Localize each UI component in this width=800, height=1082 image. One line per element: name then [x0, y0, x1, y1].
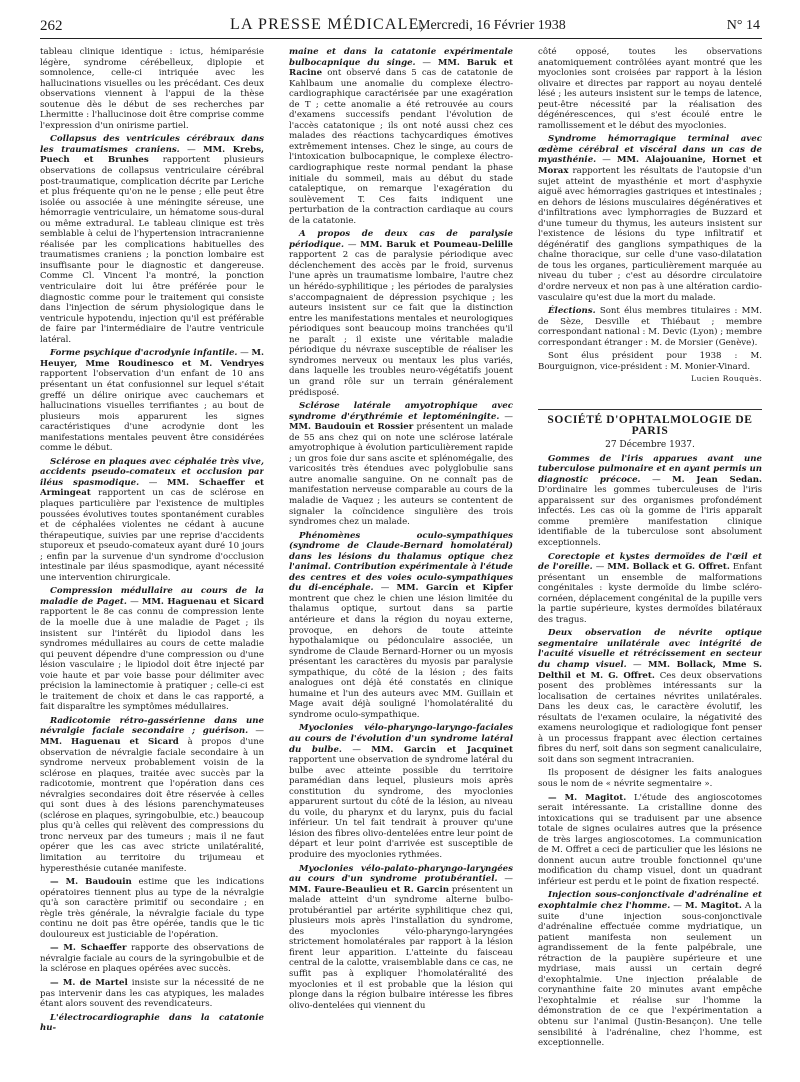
article-text: insiste sur la nécessité de ne pas intervenir dans les cas atypiques, les malades étant alors souvent des revendicateurs. [40, 978, 264, 1010]
article-text: D'ordinaire les gommes tuberculeuses de l'iris apparaissent sur des organismes profondément infectés. Les cas où la gomme de l'iris apparaît comme première manifestation clinique identifiable de la tuberculose sont absolument exceptionnels. [538, 485, 762, 548]
article-title: Gommes de l'iris apparues avant une tuberculose pulmonaire et en ayant permis un diagnostic précoce. [538, 453, 762, 485]
article-paragraph [40, 877, 264, 940]
article-authors: MM. Schaeffer et Armingeat [40, 477, 264, 499]
article-text: présentent un malade atteint d'un syndrome alterne bulbo-protubérantiel par artérite syphilitique chez qui, plusieurs mois après l'installation du syndrome, des myoclonies vélo-pharyngo-laryngées strictement homolatérales par rapport à la lésion firent leur apparition. L'atteinte du faisceau central de la calotte, vraisemblable dans ce cas, ne suffit pas à expliquer l'homolatéralité des myoclonies et il est probable que la lésion qui plonge dans la région bulbaire intéresse les fibres olivo-dentelées qui viennent du [289, 884, 513, 1011]
article-paragraph [538, 306, 762, 348]
article-text: ont observé dans 5 cas de catatonie de Kahlbaum une anomalie du complexe électro-cardiographique caractérisée par une exagération de T ; cette anomalie a été retrouvée au cours d'examens successifs pendant l'évolution de l'accès catatonique ; ils ont noté aussi chez ces malades des réactions tachycardiques émotives extrêmement intenses. Chez le singe, au cours de l'intoxication bulbocapnique, le complexe électro-cardiographique reste normal pendant la phase initiale du sommeil, mais au début du stade cataleptique, on remarque l'exagération du soulèvement T. Ces faits indiquent une perturbation de la contraction cardiaque au cours de la catatonie. [289, 68, 513, 226]
article-title: Sclérose en plaques avec céphalée très vive, accidents pseudo-comateux et occlusion par iléus spasmodique. [40, 456, 264, 488]
article-paragraph: Corectopie et kystes dermoïdes de l'œil et de l'oreille. — MM. Bollack et G. Offret. Enfant présentant un ensemble de malformations congénitales : kyste dermoïde du limbe scléro-cornéen, déplacement congénital de la pupille vers la partie supérieure, kystes dermoïdes bilatéraux des tragus. [538, 551, 762, 625]
article-authors: MM. Krebs, Puech et Brunhes [40, 144, 264, 166]
article-text: L'étude des angioscotomes serait intéressante. La cristalline donne des intoxications qui se traduisent par une absence totale de signes oculaires autres que la présence de très larges angioscotomes. La communication de M. Offret a ceci de particulier que les lésions ne donnent aucun autre trouble fonctionnel qu'une modification du champ visuel, dont un quadrant inférieur est perdu et le point de fixation respecté. [538, 792, 762, 887]
article-text: A la suite d'une injection sous-conjonctivale d'adrénaline effectuée comme mydriatique, un patient manifesta non seulement un agrandissement de la fente palpébrale, une rétraction de la paupière supérieure et une mydriase, mais aussi un certain degré d'exophtalmie. Une injection préalable de corynanthine faite 20 minutes avant empêche l'exophtalmie et réalise sur l'homme la démonstration de ce que l'expérimentation a obtenu sur l'animal (Justin-Besançon). Une telle sensibilité à l'adrénaline, chez l'homme, est exceptionnelle. [538, 901, 762, 1049]
article-authors: MM. Alajouanine, Hornet et Morax [538, 155, 762, 177]
article-title: Corectopie et kystes dermoïdes de l'œil et de l'oreille. [538, 551, 762, 573]
page-header [40, 14, 760, 40]
article-paragraph: Compression médullaire au cours de la maladie de Paget. — MM. Haguenau et Sicard rapportent le 8e cas connu de compression lente de la moelle due à une maladie de Paget ; ils insistent sur l'intérêt du lipiodol dans les syndromes médullaires au cours de cette maladie qui peuvent dépendre d'une compression ou d'une lésion vasculaire ; le lipiodol doit être injecté par voie haute et par voie basse pour délimiter avec précision la laminectomie à pratiquer ; celle-ci est le traitement de choix et dans le cas rapporté, a fait disparaître les symptômes médullaires. [40, 586, 264, 713]
article-paragraph: Syndrome hémorragique terminal avec œdème cérébral et viscéral dans un cas de myasthénie. — MM. Alajouanine, Hornet et Morax rapportent les résultats de l'autopsie d'un sujet atteint de myasthénie et mort d'asphyxie aiguë avec hémorragies gastriques et intestinales ; en dehors de lésions musculaires dégénératives et d'infiltrations avec lymphorragies de Buzzard et d'une tumeur du thymus, les auteurs insistent sur l'existence de lésions du type infiltratif et dégénératif des ganglions sympathiques de la chaîne thoracique, sur celle d'une vaso-dilatation de tous les organes, particulièrement marquée au niveau du tuber ; c'est au désordre circulatoire d'ordre nerveux et non pas à une altération cardio-vasculaire qu'est due la mort du malade. [538, 134, 762, 303]
article-paragraph: Phénomènes oculo-sympathiques (syndrome de Claude-Bernard homolatéral) dans les lésions du thalamus optique chez l'animal. Contribution expérimentale à l'étude des centres et des voies oculo-sympathiques du di-encéphale. — MM. Garcin et Kipfer montrent que chez le chien une lésion limitée du thalamus optique, surtout dans sa partie antérieure et dans la région du noyau externe, provoque, en dehors de toute atteinte hypothalamique ou pédonculaire associée, un syndrome de Claude Bernard-Horner ou un myosis présentant les caractères du myosis par paralysie sympathique, du côté de la lésion ; des faits analogues ont déjà été constatés en clinique humaine et l'un des auteurs avec MM. Guillain et Mage avait déjà souligné l'homolatéralité du syndrome oculo-sympathique. [289, 530, 513, 720]
article-authors: M. Magitot. [684, 901, 742, 912]
article-title: Phénomènes oculo-sympathiques (syndrome de Claude-Bernard homolatéral) dans les lésions du thalamus optique chez l'animal. Contribution expérimentale à l'étude des centres et des voies oculo-sympathiques du di-encéphale. [289, 530, 513, 594]
article-text: Enfant présentant un ensemble de malformations congénitales : kyste dermoïde du limbe scléro-cornéen, déplacement congénital de la pupille vers la partie supérieure, kystes dermoïdes bilatéraux des tragus. [538, 562, 762, 625]
article-text: montrent que chez le chien une lésion limitée du thalamus optique, surtout dans sa partie antérieure et dans la région du noyau externe, provoque, en dehors de toute atteinte hypothalamique ou pédonculaire associée, un syndrome de Claude Bernard-Horner ou un myosis présentant les caractères du myosis par paralysie sympathique, du côté de la lésion ; des faits analogues ont déjà été constatés en clinique humaine et l'un des auteurs avec MM. Guillain et Mage avait déjà souligné l'homolatéralité du syndrome oculo-sympathique. [289, 593, 513, 720]
article-paragraph [538, 768, 762, 789]
article-paragraph [538, 351, 762, 372]
article-paragraph: Radicotomie rétro-gassérienne dans une névralgie faciale secondaire ; guérison. — MM. Haguenau et Sicard à propos d'une observation de névralgie faciale secondaire à un syndrome nerveux probablement voisin de la sclérose en plaques, traitée avec succès par la radicotomie, montrent que l'opération dans ces névralgies secondaires doit être réservée à celles qui sont dues à des lésions parenchymateuses (sclérose en plaques, syringobulbie, etc.) beaucoup plus qu'à celles qui relèvent des compressions du tronc nerveux par des tumeurs ; mais il ne faut opérer que les cas avec stricte unilatéralité, limitation au territoire du trijumeau et hyperesthésie cutanée manifeste. [40, 715, 264, 874]
journal-title: LA PRESSE MÉDICALE, [230, 16, 425, 33]
article-paragraph: Forme psychique d'acrodynie infantile. — M. Heuyer, Mme Roudinesco et M. Vendryes rapportent l'observation d'un enfant de 10 ans présentant un état confusionnel sur lequel s'était greffé un délire onirique avec cauchemars et hallucinations visuelles terrifiantes ; au bout de plusieurs mois apparurent les signes caractéristiques d'une acrodynie dont les manifestations mentales peuvent être considérées comme le début. [40, 348, 264, 454]
society-date: 27 Décembre 1937. [605, 440, 695, 451]
article-authors: MM. Bollack et G. Offret. [607, 562, 730, 573]
article-text: Sont élus membres titulaires : MM. de Sèze, Desville et Thiébaut ; membre correspondant national : M. Devic (Lyon) ; membre correspondant étranger : M. de Morsier (Genève). [538, 306, 762, 348]
article-text: Ces deux observations posent des problèmes intéressants sur la localisation de certaines névrites unilatérales. Dans les deux cas, le caractère évolutif, les résultats de l'examen oculaire, la négativité des examens neurologique et radiologique font penser à un processus frappant avec élection certaines fibres du nerf, soit dans son segment canaliculaire, soit dans son segment intracranien. [538, 670, 762, 765]
article-authors: MM. Bollack, Mme S. Delthil et M. G. Offret. [538, 659, 762, 681]
article-text: estime que les indications opératoires tiennent plus au type de la névralgie qu'à son caractère primitif ou secondaire ; en règle très générale, la névralgie faciale du type continu ne doit pas être opérée, tandis que le tic douloureux est justiciable de l'opération. [40, 877, 264, 940]
article-text: rapportent les résultats de l'autopsie d'un sujet atteint de myasthénie et mort d'asphyxie aiguë avec hémorragies gastriques et intestinales ; en dehors de lésions musculaires dégénératives et d'infiltrations avec lymphorragies de Buzzard et d'une tumeur du thymus, les auteurs insistent sur l'existence de lésions du type infiltratif et dégénératif des ganglions sympathiques de la chaîne thoracique, sur celle d'une vaso-dilatation de tous les organes, particulièrement marquée au niveau du tuber ; c'est au désordre circulatoire d'ordre nerveux et non pas à une altération cardio-vasculaire qu'est due la mort du malade. [538, 166, 762, 303]
article-text: rapportent 2 cas de paralysie périodique avec déclenchement des accès par le froid, survenus l'une après un traumatisme lombaire, l'autre chez un hérédo-syphilitique ; les périodes de paralysies s'accompagnaient de dépression psychique ; les auteurs insistent sur ce fait que la distinction entre les manifestations mentales et neurologiques périodiques sont beaucoup moins tranchées qu'il ne paraît ; il existe une véritable maladie périodique du névraxe susceptible de réaliser les syndromes nerveux ou mentaux les plus variés, dans laquelle les troubles neuro-végétatifs jouent un grand rôle sur un terrain généralement prédisposé. [289, 250, 513, 398]
article-paragraph [538, 47, 762, 131]
article-title: Élections. [548, 306, 596, 317]
article-text: rapportent l'observation d'un enfant de 10 ans présentant un état confusionnel sur lequel s'était greffé un délire onirique avec cauchemars et hallucinations visuelles terrifiantes ; au bout de plusieurs mois apparurent les signes caractéristiques d'une acrodynie dont les manifestations mentales peuvent être considérées comme le début. [40, 369, 264, 454]
page-number: 262 [40, 18, 63, 34]
article-text: rapporte des observations de névralgie faciale au cours de la syringobulbie et de la sclérose en plaques opérées avec succès. [40, 943, 264, 975]
article-paragraph: Sclérose en plaques avec céphalée très vive, accidents pseudo-comateux et occlusion par iléus spasmodique. — MM. Schaeffer et Armingeat rapportent un cas de sclérose en plaques particulière par l'existence de multiples poussées évolutives toutes spontanément curables et de céphalées violentes ne cédant à aucune thérapeutique, suivies par une reprise d'accidents stuporeux et pseudo-comateux ayant duré 10 jours ; enfin par la survenue d'un syndrome d'occlusion intestinale par iléus spasmodique, ayant nécessité une intervention chirurgicale. [40, 456, 264, 583]
article-text: rapportent un cas de sclérose en plaques particulière par l'existence de multiples poussées évolutives toutes spontanément curables et de céphalées violentes ne cédant à aucune thérapeutique, suivies par une reprise d'accidents stuporeux et pseudo-comateux ayant duré 10 jours ; enfin par la survenue d'un syndrome d'occlusion intestinale par iléus spasmodique, ayant nécessité une intervention chirurgicale. [40, 488, 264, 583]
article-title: Sclérose latérale amyotrophique avec syndrome d'érythrémie et leptoméningite. [289, 401, 513, 422]
article-paragraph: Myoclonies vélo-pharyngo-laryngo-faciales au cours de l'évolution d'un syndrome latéral du bulbe. — MM. Garcin et Jacquinet rapportent une observation de syndrome latéral du bulbe avec atteinte possible du territoire paramédian dans lequel, plusieurs mois après constitution du syndrome, des myoclonies apparurent surtout du côté de la lésion, au niveau du voile, du pharynx et du larynx, puis du facial inférieur. Un tel fait tendrait à prouver qu'une lésion des fibres olivo-dentelées entre leur point de départ et leur point d'arrivée est susceptible de produire des myoclonies rythmées. [289, 723, 513, 861]
column-right [538, 44, 762, 1074]
article-paragraph [40, 978, 264, 1010]
article-title: Deux observation de névrite optique segmentaire unilatérale avec intégrité de l'acuité visuelle et rétrécissement en secteur du champ visuel. [538, 628, 762, 670]
article-paragraph [40, 1013, 264, 1034]
article-title: Forme psychique d'acrodynie infantile. [50, 348, 238, 359]
article-paragraph: Myoclonies vélo-palato-pharyngo-laryngées au cours d'un syndrome protubérantiel. — MM. Faure-Beaulieu et R. Garcin présentent un malade atteint d'un syndrome alterne bulbo-protubérantiel par artérite syphilitique chez qui, plusieurs mois après l'installation du syndrome, des myoclonies vélo-pharyngo-laryngées strictement homolatérales par rapport à la lésion firent leur apparition. L'atteinte du faisceau central de la calotte, vraisemblable dans ce cas, ne suffit pas à expliquer l'homolatéralité des myoclonies et il est probable que la lésion qui plonge dans la région bulbaire intéresse les fibres olivo-dentelées qui viennent du [289, 863, 513, 1011]
article-title: Radicotomie rétro-gassérienne dans une névralgie faciale secondaire ; guérison. [40, 715, 264, 737]
article-paragraph: Collapsus des ventricules cérébraux dans les traumatismes craniens. — MM. Krebs, Puech et Brunhes rapportent plusieurs observations de collapsus ventriculaire cérébral post-traumatique, complication décrite par Leriche et plus fréquente qu'on ne le pense ; elle peut être isolée ou associée à une méningite séreuse, une hémorragie ventriculaire, un hématome sous-dural ou même extradural. Le tableau clinique est très semblable à celui de l'hypertension intracranienne réalisée par les complications habituelles des traumatismes craniens ; la ponction lombaire est insuffisante pour le diagnostic et dangereuse. Comme Cl. Vincent l'a montré, la ponction ventriculaire doit lui être préférée pour le diagnostic comme pour le traitement qui consiste dans l'injection de sérum physiologique dans le ventricule hypotendu, injection qu'il est préférable de faire par l'intermédiaire de l'autre ventricule latéral. [40, 134, 264, 345]
issue-number: N° 14 [726, 18, 760, 33]
article-paragraph [40, 943, 264, 975]
article-paragraph: Deux observation de névrite optique segmentaire unilatérale avec intégrité de l'acuité visuelle et rétrécissement en secteur du champ visuel. — MM. Bollack, Mme S. Delthil et M. G. Offret. Ces deux observations posent des problèmes intéressants sur la localisation de certaines névrites unilatérales. Dans les deux cas, le caractère évolutif, les résultats de l'examen oculaire, la négativité des examens neurologique et radiologique font penser à un processus frappant avec élection certaines fibres du nerf, soit dans son segment canaliculaire, soit dans son segment intracranien. [538, 628, 762, 765]
discussant: — M. Schaeffer [50, 943, 127, 954]
article-title: Collapsus des ventricules cérébraux dans les traumatismes craniens. [40, 134, 264, 155]
article-title: Myoclonies vélo-palato-pharyngo-laryngées au cours d'un syndrome protubérantiel. [289, 863, 513, 885]
article-text: présentent un malade de 55 ans chez qui on note une sclérose latérale amyotrophique à évolution particulièrement rapide ; un gros foie dur sans ascite et splénomégalie, des varicosités très étendues avec polyglobulie sans autre anomalie sanguine. On ne connaît pas de manifestation nerveuse comparable au cours de la maladie de Vaquez ; les auteurs se contentent de signaler la coïncidence singulière des trois syndromes chez un malade. [289, 422, 513, 528]
article-title: L'électrocardiographie dans la catatonie hu- [40, 1012, 264, 1034]
article-text: Sont élus président pour 1938 : M. Bourguignon, vice-président : M. Monier-Vinard. [538, 351, 762, 372]
header-rule [40, 38, 762, 39]
article-title: Injection sous-conjonctivale d'adrénaline et exophtalmie chez l'homme. [538, 890, 762, 912]
article-title: Compression médullaire au cours de la maladie de Paget. [40, 586, 264, 607]
article-paragraph [40, 47, 264, 131]
article-text: rapportent le 8e cas connu de compression lente de la moelle due à une maladie de Paget ; ils insistent sur l'intérêt du lipiodol dans les syndromes médullaires au cours de cette maladie qui peuvent dépendre d'une compression ou d'une lésion vasculaire ; le lipiodol doit être injecté par voie haute et par voie basse pour délimiter avec précision la laminectomie à pratiquer ; celle-ci est le traitement de choix et dans le cas rapporté, a fait disparaître les symptômes médullaires. [40, 607, 264, 713]
article-text: rapportent une observation de syndrome latéral du bulbe avec atteinte possible du territoire paramédian dans lequel, plusieurs mois après constitution du syndrome, des myoclonies apparurent surtout du côté de la lésion, au niveau du voile, du pharynx et du larynx, puis du facial inférieur. Un tel fait tendrait à prouver qu'une lésion des fibres olivo-dentelées entre leur point de départ et leur point d'arrivée est susceptible de produire des myoclonies rythmées. [289, 755, 513, 861]
article-authors: MM. Baruk et Racine [289, 57, 513, 79]
article-text: côté opposé, toutes les observations anatomiquement contrôlées ayant montré que les myoclonies sont croisées par rapport à la lésion olivaire et directes par rapport au noyau dentelé lésé ; les auteurs insistent sur le temps de latence, peut-être nécessité par la réalisation des dégénérescences, qui s'est écoulé entre le ramollissement et le début des myoclonies. [538, 47, 762, 131]
article-title: Syndrome hémorragique terminal avec œdème cérébral et viscéral dans un cas de myasthénie. [538, 134, 762, 166]
author-signature: Lucien Rouquès. [691, 374, 762, 384]
article-paragraph: Gommes de l'iris apparues avant une tuberculose pulmonaire et en ayant permis un diagnostic précoce. — M. Jean Sedan. D'ordinaire les gommes tuberculeuses de l'iris apparaissent sur des organismes profondément infectés. Les cas où la gomme de l'iris apparaît comme première manifestation clinique identifiable de la tuberculose sont absolument exceptionnels. [538, 453, 762, 548]
article-authors: MM. Baudouin et Rossier [289, 422, 414, 433]
column-left [40, 44, 264, 1074]
article-text: tableau clinique identique : ictus, hémiparésie légère, syndrome cérébelleux, diplopie et somnolence, celle-ci intriquée avec les hallucinations visuelles ou les précédant. Ces deux observations viennent à l'appui de la thèse soutenue dès le début de ses recherches par Lhermitte : l'hallucinose doit être comprise comme l'expression d'un onirisme partiel. [40, 47, 264, 131]
article-text: à propos d'une observation de névralgie faciale secondaire à un syndrome nerveux probablement voisin de la sclérose en plaques, traitée avec succès par la radicotomie, montrent que l'opération dans ces névralgies secondaires doit être réservée à celles qui sont dues à des lésions parenchymateuses (sclérose en plaques, syringobulbie, etc.) beaucoup plus qu'à celles qui relèvent des compressions du tronc nerveux par des tumeurs ; mais il ne faut opérer que les cas avec stricte unilatéralité, limitation au territoire du trijumeau et hyperesthésie cutanée manifeste. [40, 737, 264, 874]
article-text: Ils proposent de désigner les faits analogues sous le nom de « névrite segmentaire ». [538, 768, 762, 789]
article-paragraph: A propos de deux cas de paralysie périodique. — MM. Baruk et Poumeau-Delille rapportent 2 cas de paralysie périodique avec déclenchement des accès par le froid, survenus l'une après un traumatisme lombaire, l'autre chez un hérédo-syphilitique ; les périodes de paralysies s'accompagnaient de dépression psychique ; les auteurs insistent sur ce fait que la distinction entre les manifestations mentales et neurologiques périodiques sont beaucoup moins tranchées qu'il ne paraît ; il existe une véritable maladie périodique du névraxe susceptible de réaliser les syndromes nerveux ou mentaux les plus variés, dans laquelle les troubles neuro-végétatifs jouent un grand rôle sur un terrain généralement prédisposé. [289, 229, 513, 398]
article-authors: MM. Faure-Beaulieu et R. Garcin [289, 884, 449, 895]
society-heading: SOCIÉTÉ D'OPHTALMOLOGIE DE PARIS [538, 409, 762, 436]
article-paragraph: maine et dans la catatonie expérimentale bulbocapnique du singe. — MM. Baruk et Racine ont observé dans 5 cas de catatonie de Kahlbaum une anomalie du complexe électro-cardiographique caractérisée par une exagération de T ; cette anomalie a été retrouvée au cours d'examens successifs pendant l'évolution de l'accès catatonique ; ils ont noté aussi chez ces malades des réactions tachycardiques émotives extrêmement intenses. Chez le singe, au cours de l'intoxication bulbocapnique, le complexe électro-cardiographique reste normal pendant la phase initiale du sommeil, mais au début du stade cataleptique, on remarque l'exagération du soulèvement T. Ces faits indiquent une perturbation de la contraction cardiaque au cours de la catatonie. [289, 47, 513, 226]
article-paragraph: Sclérose latérale amyotrophique avec syndrome d'érythrémie et leptoméningite. — MM. Baudouin et Rossier présentent un malade de 55 ans chez qui on note une sclérose latérale amyotrophique à évolution particulièrement rapide ; un gros foie dur sans ascite et splénomégalie, des varicosités très étendues avec polyglobulie sans autre anomalie sanguine. On ne connaît pas de manifestation nerveuse comparable au cours de la maladie de Vaquez ; les auteurs se contentent de signaler la coïncidence singulière des trois syndromes chez un malade. [289, 401, 513, 528]
article-paragraph: Injection sous-conjonctivale d'adrénaline et exophtalmie chez l'homme. — M. Magitot. A la suite d'une injection sous-conjonctivale d'adrénaline effectuée comme mydriatique, un patient manifesta non seulement un agrandissement de la fente palpébrale, une rétraction de la paupière supérieure et une mydriase, mais aussi un certain degré d'exophtalmie. Une injection préalable de corynanthine faite 20 minutes avant empêche l'exophtalmie et réalise sur l'homme la démonstration de ce que l'expérimentation a obtenu sur l'animal (Justin-Besançon). Une telle sensibilité à l'adrénaline, chez l'homme, est exceptionnelle. [538, 890, 762, 1049]
article-paragraph [538, 793, 762, 888]
article-authors: MM. Garcin et Kipfer [396, 583, 513, 594]
article-title: Myoclonies vélo-pharyngo-laryngo-faciales au cours de l'évolution d'un syndrome latéral du bulbe. [289, 723, 513, 755]
discussant: — M. Magitot. [548, 792, 627, 803]
article-authors: M. Jean Sedan. [672, 474, 762, 485]
article-authors: M. Heuyer, Mme Roudinesco et M. Vendryes [40, 348, 264, 369]
article-title: A propos de deux cas de paralysie périodique. [289, 229, 513, 250]
article-title: maine et dans la catatonie expérimentale bulbocapnique du singe. [289, 47, 513, 68]
article-authors: MM. Haguenau et Sicard [141, 596, 264, 607]
article-text: rapportent plusieurs observations de collapsus ventriculaire cérébral post-traumatique, complication décrite par Leriche et plus fréquente qu'on ne le pense ; elle peut être isolée ou associée à une méningite séreuse, une hémorragie ventriculaire, un hématome sous-dural ou même extradural. Le tableau clinique est très semblable à celui de l'hypertension intracranienne réalisée par les complications habituelles des traumatismes craniens ; la ponction lombaire est insuffisante pour le diagnostic et dangereuse. Comme Cl. Vincent l'a montré, la ponction ventriculaire doit lui être préférée pour le diagnostic comme pour le traitement qui consiste dans l'injection de sérum physiologique dans le ventricule hypotendu, injection qu'il est préférable de faire par l'intermédiaire de l'autre ventricule latéral. [40, 155, 264, 345]
issue-date: Mercredi, 16 Février 1938 [418, 18, 566, 33]
article-authors: MM. Baruk et Poumeau-Delille [360, 239, 513, 250]
discussant: — M. de Martel [50, 978, 128, 989]
discussant: — M. Baudouin [50, 877, 132, 888]
article-authors: MM. Haguenau et Sicard [40, 737, 179, 747]
column-middle [289, 44, 513, 1074]
article-authors: MM. Garcin et Jacquinet [371, 744, 513, 755]
